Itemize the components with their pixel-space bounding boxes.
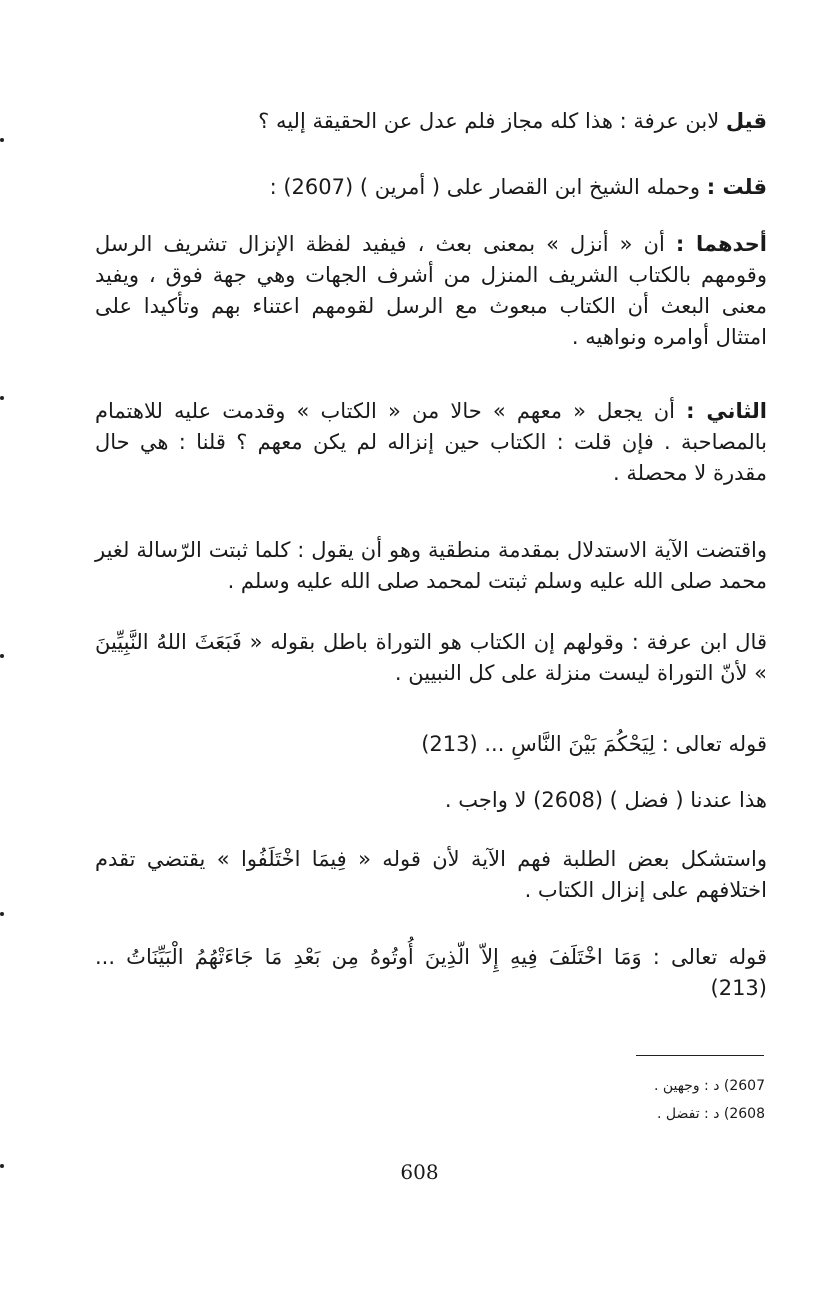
footnote-2608: 2608) د : تفضل . (656, 1106, 765, 1122)
paragraph-text: قال ابن عرفة : وقولهم إن الكتاب هو التوراة باطل بقوله « فَبَعَثَ اللهُ النَّبِيِّينَ » لأنّ التوراة ليست منزلة على كل النبيين . (95, 630, 767, 685)
paragraph-text: لابن عرفة : هذا كله مجاز فلم عدل عن الحقيقة إليه ؟ (258, 109, 720, 133)
paragraph-text: قوله تعالى : لِيَحْكُمَ بَيْنَ النَّاسِ ... (213) (421, 732, 767, 756)
paragraph-logical-premise (95, 535, 767, 597)
paragraph-lead: قلت : (706, 175, 767, 199)
paragraph-verse-differed (95, 942, 767, 1004)
paragraph-text: أن « أنزل » بمعنى بعث ، فيفيد لفظة الإنزال تشريف الرسل وقومهم بالكتاب الشريف المنزل من أشرف الجهات وهي جهة فوق ، ويفيد معنى البعث أن الكتاب مبعوث مع الرسل لقومهم اعتناء بهم وتأكيدا على امتثال أوامره ونواهيه . (95, 232, 767, 349)
paragraph-ibn-arafa (95, 627, 767, 689)
paragraph-answer (95, 172, 767, 203)
paragraph-first-interpretation (95, 229, 767, 353)
paragraph-student-question (95, 844, 767, 906)
paragraph-text: واقتضت الآية الاستدلال بمقدمة منطقية وهو أن يقول : كلما ثبتت الرّسالة لغير محمد صلى الله عليه وسلم ثبتت لمحمد صلى الله عليه وسلم . (95, 538, 767, 593)
scan-margin-dot (0, 1164, 4, 1168)
paragraph-lead: أحدهما : (675, 232, 767, 256)
footnote-separator (636, 1055, 764, 1056)
paragraph-text: هذا عندنا ( فضل ) (2608) لا واجب . (444, 788, 767, 812)
paragraph-grace-note (95, 785, 767, 816)
paragraph-verse-judge (95, 729, 767, 760)
paragraph-question (95, 106, 767, 137)
scan-margin-dot (0, 912, 4, 916)
paragraph-text: أن يجعل « معهم » حالا من « الكتاب » وقدمت عليه للاهتمام بالمصاحبة . فإن قلت : الكتاب حين إنزاله لم يكن معهم ؟ قلنا : هي حال مقدرة لا محصلة . (95, 399, 767, 485)
scan-margin-dot (0, 138, 4, 142)
scan-margin-dot (0, 654, 4, 658)
footnote-2607: 2607) د : وجهين . (653, 1078, 765, 1094)
paragraph-lead: قيل (725, 109, 767, 133)
paragraph-text: واستشكل بعض الطلبة فهم الآية لأن قوله « فِيمَا اخْتَلَفُوا » يقتضي تقدم اختلافهم على إنزال الكتاب . (95, 847, 767, 902)
page-number: 608 (400, 1160, 439, 1184)
scan-margin-dot (0, 396, 4, 400)
paragraph-text: قوله تعالى : وَمَا اخْتَلَفَ فِيهِ إِلاّ الّذِينَ أُوتُوهُ مِن بَعْدِ مَا جَاءَتْهُمُ الْبَيِّنَاتُ ... (213) (95, 945, 767, 1000)
paragraph-second-interpretation (95, 396, 767, 489)
paragraph-text: وحمله الشيخ ابن القصار على ( أمرين ) (2607) : (269, 175, 701, 199)
paragraph-lead: الثاني : (686, 399, 767, 423)
